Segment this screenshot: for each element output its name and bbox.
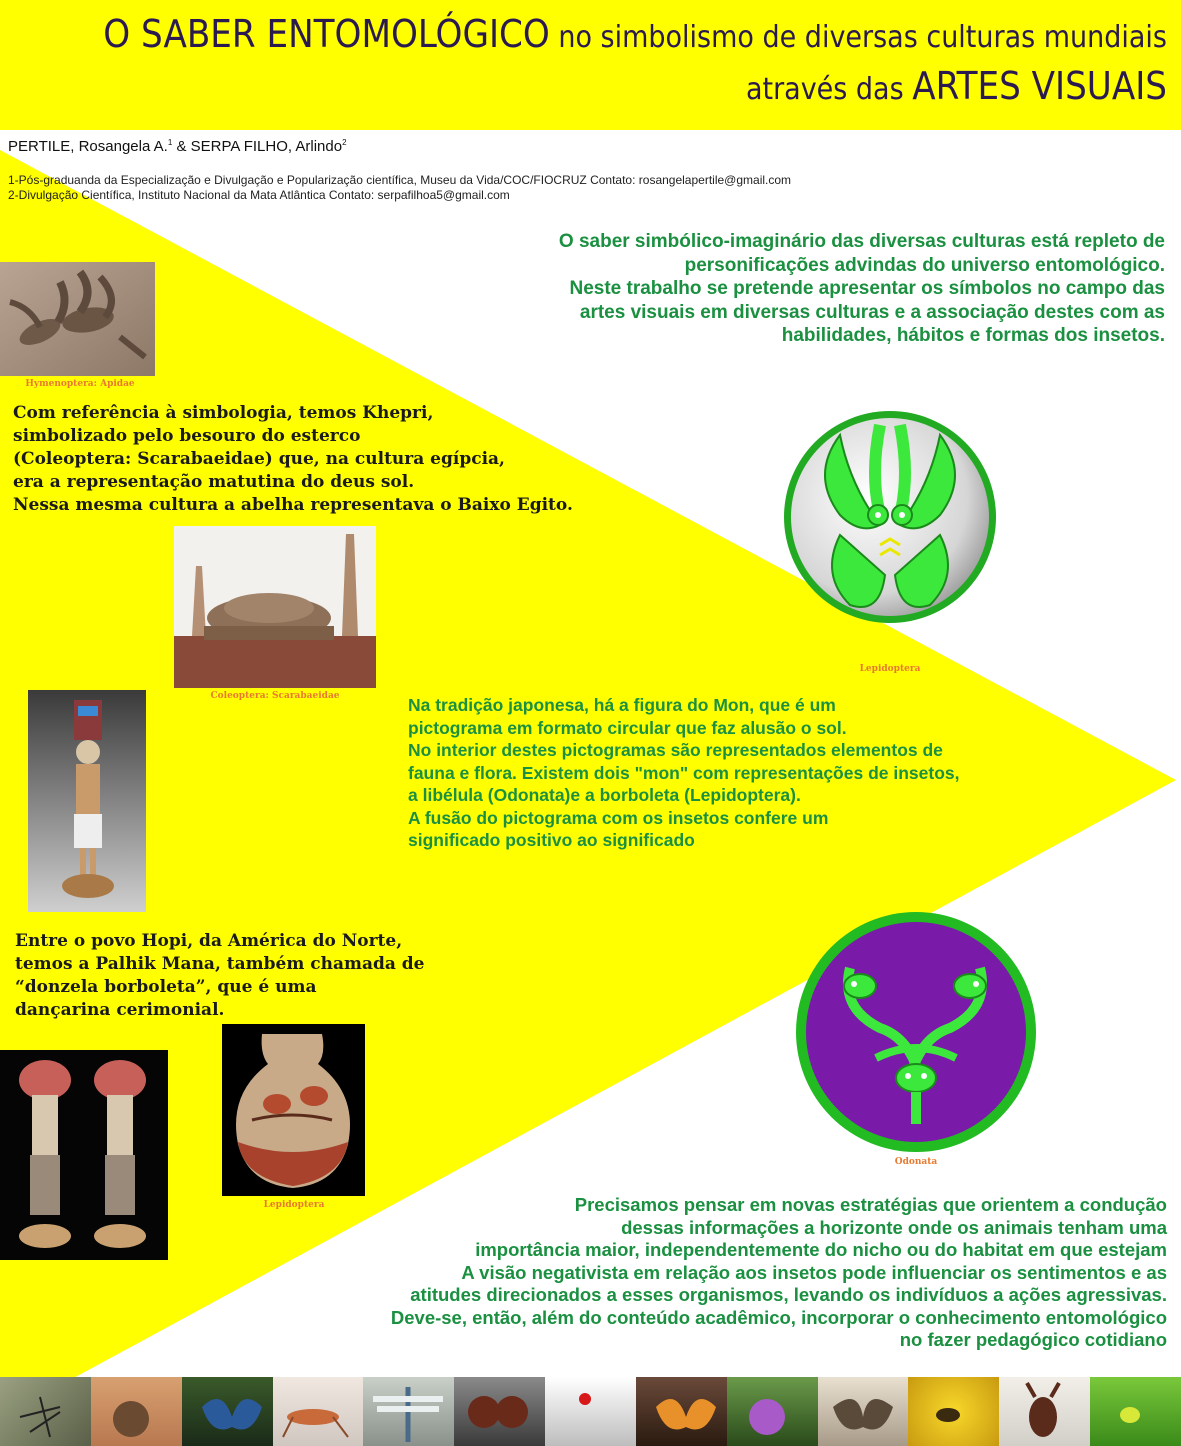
- khepri-paragraph: [13, 402, 613, 517]
- stag-beetle-photo: [999, 1377, 1090, 1446]
- khepri-line: (Coleoptera: Scarabaeidae) que, na cultura egípcia,: [13, 449, 505, 469]
- conclusion-line: Deve-se, então, além do conteúdo acadêmico, incorporar o conhecimento entomológico: [390, 1306, 1167, 1328]
- author-1-ref: 1: [167, 138, 173, 147]
- khepri-line: Nessa mesma cultura a abelha representava o Baixo Egito.: [13, 495, 573, 515]
- conclusion-line: dessas informações a horizonte onde os animais tenham uma: [621, 1216, 1167, 1238]
- intro-line: O saber simbólico-imaginário das diversas culturas está repleto de: [558, 231, 1165, 252]
- blue-butterfly-photo: [182, 1377, 273, 1446]
- author-2: & SERPA FILHO, Arlindo: [172, 138, 343, 155]
- intro-line: personificações advindas do universo entomológico.: [684, 254, 1165, 276]
- grasshopper-photo: [273, 1377, 364, 1446]
- kachina-pair-image: [0, 1050, 168, 1260]
- scarab-statue-image: [174, 526, 376, 688]
- hopi-line: Entre o povo Hopi, da América do Norte,: [15, 931, 403, 951]
- fly-closeup-photo: [454, 1377, 545, 1446]
- title-banner: [0, 0, 1181, 130]
- mon-line: pictograma em formato circular que faz alusão o sol.: [408, 717, 847, 738]
- mon-butterfly-emblem: [780, 395, 1000, 665]
- title-line-2: [746, 64, 1167, 108]
- pottery-caption: Lepidoptera: [263, 1200, 325, 1210]
- intro-paragraph: [385, 230, 1165, 348]
- pottery-vase-image: [222, 1024, 365, 1196]
- mon-paragraph: [408, 694, 1128, 852]
- khepri-line: Com referência à simbologia, temos Khepri,: [13, 403, 434, 423]
- mon-line: a libélula (Odonata)e a borboleta (Lepidoptera).: [408, 785, 801, 805]
- dragonfly-photo: [363, 1377, 454, 1446]
- intro-line: Neste trabalho se pretende apresentar os símbolos no campo das: [569, 278, 1165, 299]
- hopi-line: dançarina cerimonial.: [15, 1000, 225, 1020]
- mon-dragonfly-caption: Odonata: [894, 1157, 938, 1167]
- title-line-1: [103, 12, 1167, 56]
- bee-hieroglyph-image: [0, 262, 155, 376]
- author-2-ref: 2: [342, 138, 347, 147]
- affiliation-2: 2-Divulgação Científica, Instituto Nacional da Mata Atlântica Contato: serpafilhoa5@gmail.com: [8, 188, 510, 202]
- kachina-figure-image: [28, 690, 146, 912]
- mon-butterfly-caption: Lepidoptera: [859, 664, 921, 674]
- title-connector: através das: [745, 72, 913, 107]
- conclusion-paragraph: [207, 1194, 1167, 1352]
- title-emphasis: ARTES VISUAIS: [912, 64, 1167, 108]
- scarab-caption: Coleoptera: Scarabaeidae: [210, 691, 340, 701]
- khepri-line: era a representação matutina do deus sol.: [13, 472, 415, 492]
- bee-sunflower-photo: [908, 1377, 999, 1446]
- author-1: PERTILE, Rosangela A.: [8, 138, 168, 155]
- conclusion-line: Precisamos pensar em novas estratégias que orientem a condução: [574, 1194, 1167, 1215]
- intro-line: artes visuais em diversas culturas e a associação destes com as: [579, 301, 1165, 323]
- conclusion-line: importância maior, independentemente do nicho ou do habitat em que estejam: [475, 1239, 1167, 1260]
- mon-line: A fusão do pictograma com os insetos confere um: [408, 807, 829, 828]
- conclusion-line: no fazer pedagógico cotidiano: [899, 1329, 1167, 1350]
- moth-photo: [818, 1377, 909, 1446]
- dung-beetle-photo: [91, 1377, 182, 1446]
- mon-line: No interior destes pictogramas são representados elementos de: [408, 740, 943, 760]
- insect-photo-strip: [0, 1377, 1181, 1446]
- mon-dragonfly-emblem: [790, 908, 1042, 1156]
- ladybug-photo: [545, 1377, 636, 1446]
- intro-line: habilidades, hábitos e formas dos insetos.: [781, 325, 1165, 346]
- thistle-insect-photo: [727, 1377, 818, 1446]
- leaf-bug-photo: [1090, 1377, 1181, 1446]
- hopi-paragraph: [15, 930, 445, 1022]
- affiliation-1: 1-Pós-graduanda da Especialização e Divulgação e Popularização científica, Museu da Vida/COC/FIOCRUZ Contato: rosangelapertile@gmail.com: [8, 173, 792, 187]
- mon-line: Na tradição japonesa, há a figura do Mon, que é um: [408, 695, 836, 715]
- hopi-line: “donzela borboleta”, que é uma: [15, 977, 317, 997]
- title-subtitle: no simbolismo de diversas culturas mundiais: [549, 20, 1167, 55]
- mosquito-photo: [0, 1377, 91, 1446]
- title-main: O SABER ENTOMOLÓGICO: [103, 12, 550, 56]
- conclusion-line: A visão negativista em relação aos insetos pode influenciar os sentimentos e as: [461, 1261, 1167, 1283]
- mon-line: significado positivo ao significado: [408, 830, 695, 850]
- conclusion-line: atitudes direcionados a esses organismos, levando os indivíduos a ações agressivas.: [410, 1284, 1167, 1305]
- orange-butterfly-photo: [636, 1377, 727, 1446]
- hopi-line: temos a Palhik Mana, também chamada de: [15, 954, 425, 974]
- bee-caption: Hymenoptera: Apidae: [25, 379, 135, 389]
- author-line: [8, 138, 347, 155]
- mon-line: fauna e flora. Existem dois "mon" com representações de insetos,: [408, 762, 960, 783]
- khepri-line: simbolizado pelo besouro do esterco: [13, 426, 361, 446]
